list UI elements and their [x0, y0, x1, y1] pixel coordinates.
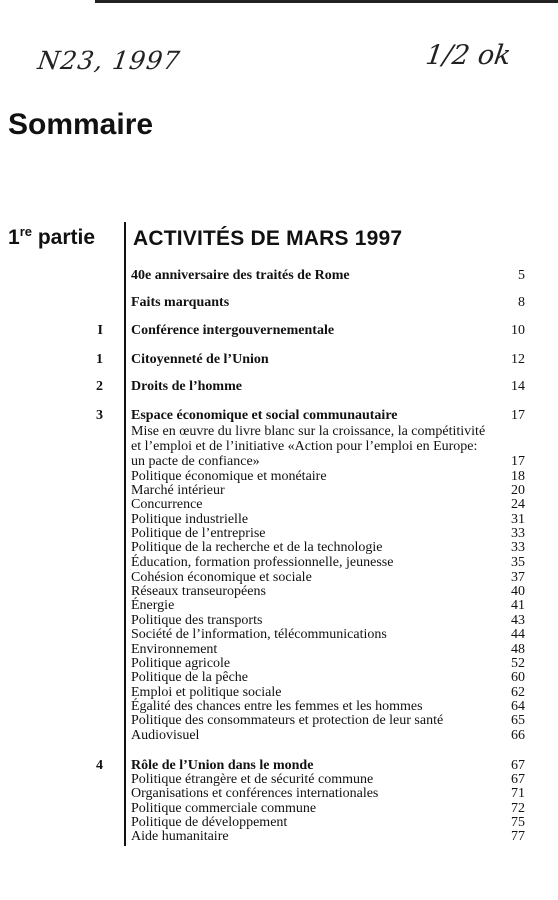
toc-entry — [0, 497, 540, 512]
toc-entry-label: Conférence intergouvernementale — [131, 323, 335, 338]
toc-entry-number: 2 — [96, 379, 103, 394]
toc-entry-label: Politique agricole — [131, 656, 231, 671]
toc-entry — [0, 598, 540, 613]
toc-entry-label: Politique de développement — [131, 815, 288, 830]
toc-entry-label: Aide humanitaire — [131, 829, 229, 844]
handwritten-note-left: N23, 1997 — [35, 46, 183, 75]
toc-entry-label: Politique de la recherche et de la technologie — [131, 540, 383, 555]
toc-entry-label: Espace économique et social communautaire — [131, 408, 398, 423]
handwritten-note-right: 1/2 ok — [423, 40, 513, 71]
page-title: Sommaire — [8, 108, 154, 141]
toc-entry — [0, 699, 540, 714]
toc-entry-page: 75 — [511, 815, 525, 830]
toc-entry-label: Faits marquants — [131, 295, 230, 310]
toc-entry-page: 52 — [511, 656, 525, 671]
toc-entry-page: 65 — [511, 713, 525, 728]
toc-entry-label: Égalité des chances entre les femmes et les hommes — [131, 699, 423, 714]
toc-entry — [0, 570, 540, 585]
toc-entry — [0, 408, 540, 423]
toc-entry — [0, 584, 540, 599]
toc-entry-label: Politique de l’entreprise — [131, 526, 266, 541]
toc-entry-label: Citoyenneté de l’Union — [131, 352, 269, 367]
toc-entry — [0, 772, 540, 787]
toc-entry-page: 67 — [511, 758, 525, 773]
toc-entry-label: Politique des transports — [131, 613, 263, 628]
page-top-border — [95, 0, 558, 3]
toc-entry-label: Audiovisuel — [131, 728, 200, 743]
toc-entry-page: 48 — [511, 642, 525, 657]
toc-entry — [0, 786, 540, 801]
toc-entry — [0, 469, 540, 484]
toc-entry-page: 35 — [511, 555, 525, 570]
toc-entry-page: 12 — [511, 352, 525, 367]
toc-entry-label: Droits de l’homme — [131, 379, 242, 394]
toc-entry-label: Environnement — [131, 642, 218, 657]
part-number-suffix: re — [19, 224, 32, 239]
toc-entry — [0, 815, 540, 830]
toc-entry — [0, 713, 540, 728]
toc-entry-page: 37 — [511, 570, 525, 585]
toc-entry — [0, 829, 540, 844]
toc-entry-page: 20 — [511, 483, 525, 498]
toc-entry-label: Concurrence — [131, 497, 203, 512]
toc-entry — [0, 268, 540, 283]
toc-entry-label: Politique étrangère et de sécurité commune — [131, 772, 374, 787]
toc-entry — [0, 670, 540, 685]
toc-entry — [0, 323, 540, 338]
toc-entry-label: Mise en œuvre du livre blanc sur la croissance, la compétitivité — [131, 424, 486, 439]
toc-entry-page: 44 — [511, 627, 525, 642]
toc-entry — [0, 483, 540, 498]
toc-entry-page: 67 — [511, 772, 525, 787]
toc-entry-label: Politique économique et monétaire — [131, 469, 327, 484]
part-number: 1 — [8, 226, 20, 249]
toc-entry — [0, 758, 540, 773]
toc-entry-label: Organisations et conférences internationales — [131, 786, 379, 801]
toc-entry-page: 33 — [511, 540, 525, 555]
toc-entry-page: 5 — [518, 268, 525, 283]
toc-entry — [0, 439, 540, 454]
toc-entry-page: 64 — [511, 699, 525, 714]
toc-entry-number: 1 — [96, 352, 103, 367]
toc-entry-label: Politique de la pêche — [131, 670, 249, 685]
toc-entry — [0, 379, 540, 394]
toc-entry-page: 24 — [511, 497, 525, 512]
toc-entry-label: Rôle de l’Union dans le monde — [131, 758, 314, 773]
toc-entry-page: 17 — [511, 454, 525, 469]
toc-entry-page: 10 — [511, 323, 525, 338]
toc-entry — [0, 627, 540, 642]
toc-entry-page: 40 — [511, 584, 525, 599]
toc-entry-page: 77 — [511, 829, 525, 844]
toc-entry — [0, 526, 540, 541]
toc-entry-label: Société de l’information, télécommunications — [131, 627, 387, 642]
toc-entry-page: 62 — [511, 685, 525, 700]
toc-entry — [0, 424, 540, 439]
toc-entry-label: Cohésion économique et sociale — [131, 570, 312, 585]
toc-entry-label: Éducation, formation professionnelle, jeunesse — [131, 555, 394, 570]
toc-entry-label: Réseaux transeuropéens — [131, 584, 266, 599]
toc-entry-page: 31 — [511, 512, 525, 527]
toc-entry-page: 18 — [511, 469, 525, 484]
toc-entry — [0, 656, 540, 671]
toc-entry-page: 43 — [511, 613, 525, 628]
toc-entry-number: 3 — [96, 408, 103, 423]
toc-entry — [0, 454, 540, 469]
toc-entry — [0, 295, 540, 310]
toc-entry-label: Énergie — [131, 598, 175, 613]
toc-entry — [0, 642, 540, 657]
toc-entry-label: un pacte de confiance» — [131, 454, 260, 469]
toc-entry-page: 14 — [511, 379, 525, 394]
toc-entry-number: 4 — [96, 758, 103, 773]
toc-entry-page: 33 — [511, 526, 525, 541]
toc-entry — [0, 352, 540, 367]
toc-entry-label: Marché intérieur — [131, 483, 225, 498]
toc-entry — [0, 555, 540, 570]
toc-entry-page: 72 — [511, 801, 525, 816]
section-title: ACTIVITÉS DE MARS 1997 — [133, 227, 403, 250]
toc-entry — [0, 613, 540, 628]
toc-entry-page: 71 — [511, 786, 525, 801]
toc-entry-page: 66 — [511, 728, 525, 743]
toc-entry-page: 17 — [511, 408, 525, 423]
toc-entry-label: Politique des consommateurs et protection de leur santé — [131, 713, 444, 728]
toc-entry — [0, 540, 540, 555]
part-word: partie — [37, 226, 96, 249]
toc-entry-label: et l’emploi et de l’initiative «Action pour l’emploi en Europe: — [131, 439, 478, 454]
toc-entry-page: 41 — [511, 598, 525, 613]
toc-entry-page: 60 — [511, 670, 525, 685]
toc-entry — [0, 728, 540, 743]
toc-entry-label: Emploi et politique sociale — [131, 685, 282, 700]
toc-entry-label: Politique commerciale commune — [131, 801, 317, 816]
part-label — [8, 224, 95, 250]
toc-entry-label: Politique industrielle — [131, 512, 249, 527]
toc-entry — [0, 512, 540, 527]
toc-entry-label: 40e anniversaire des traités de Rome — [131, 268, 350, 283]
toc-entry-number: I — [97, 323, 103, 338]
toc-entry — [0, 685, 540, 700]
toc-entry — [0, 801, 540, 816]
toc-entry-page: 8 — [518, 295, 525, 310]
